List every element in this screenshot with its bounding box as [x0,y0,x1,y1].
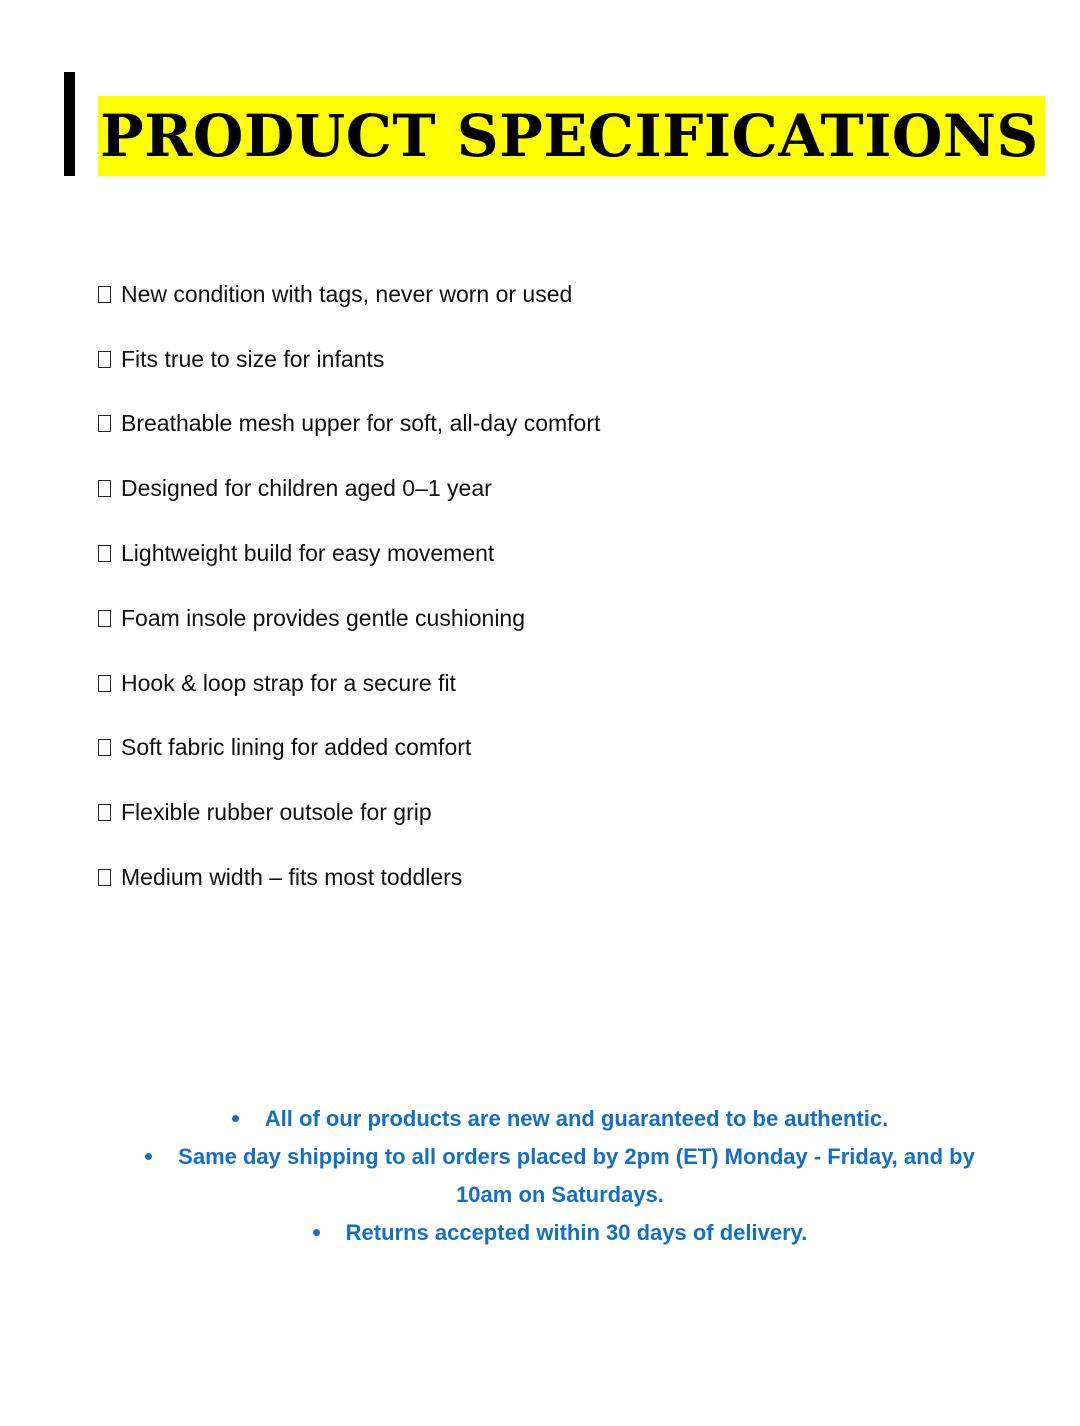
policy-text: All of our products are new and guaranteed to be authentic. [264,1106,889,1131]
policy-item-returns [140,1214,980,1252]
spec-item [98,392,600,457]
policy-item-shipping [140,1138,980,1214]
policy-item-authentic [140,1100,980,1138]
spec-item [98,521,600,586]
page-title: PRODUCT SPECIFICATIONS [98,96,1045,176]
policy-text: Returns accepted within 30 days of delivery. [345,1220,808,1245]
checkbox-icon [98,545,111,562]
spec-text: New condition with tags, never worn or used [121,280,573,307]
spec-item [98,262,600,327]
store-policy-list [140,1100,980,1252]
spec-text: Soft fabric lining for added comfort [121,734,472,761]
spec-item [98,456,600,521]
spec-text: Lightweight build for easy movement [121,540,495,567]
spec-text: Medium width – fits most toddlers [121,864,463,891]
checkbox-icon [98,351,111,368]
checkbox-icon [98,286,111,303]
spec-text: Flexible rubber outsole for grip [121,799,432,826]
checkbox-icon [98,739,111,756]
spec-item [98,845,600,910]
checkbox-icon [98,804,111,821]
bullet-icon [313,1229,320,1236]
spec-item [98,716,600,781]
checkbox-icon [98,869,111,886]
spec-item [98,586,600,651]
spec-text: Hook & loop strap for a secure fit [121,669,456,696]
policy-text: Same day shipping to all orders placed by 2pm (ET) Monday - Friday, and by 10am on Saturdays. [178,1144,975,1207]
checkbox-icon [98,415,111,432]
spec-item [98,327,600,392]
spec-text: Fits true to size for infants [121,345,385,372]
bullet-icon [145,1153,152,1160]
bullet-icon [232,1115,239,1122]
spec-text: Designed for children aged 0–1 year [121,475,492,502]
checkbox-icon [98,480,111,497]
spec-item [98,651,600,716]
spec-list [98,262,600,910]
spec-text: Breathable mesh upper for soft, all-day comfort [121,410,601,437]
spec-item [98,780,600,845]
spec-text: Foam insole provides gentle cushioning [121,604,526,631]
checkbox-icon [98,675,111,692]
title-accent-bar [64,72,75,176]
checkbox-icon [98,610,111,627]
